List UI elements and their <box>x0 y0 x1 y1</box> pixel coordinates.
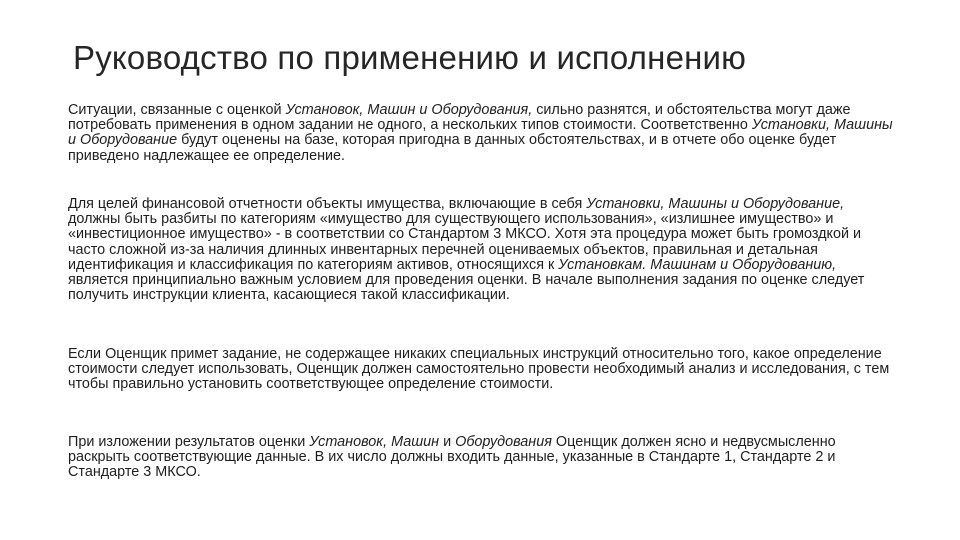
paragraph-2-italic-2: Установкам. Машинам и Оборудованию, <box>558 256 837 273</box>
paragraph-1-text-3: будут оценены на базе, которая пригодна в данных обстоятельствах, и в отчете обо оценке будет приведено надлежащее ее определение. <box>68 132 837 164</box>
paragraph-4-text-3: Оценщик должен ясно и недвусмысленно раскрыть соответствующие данные. В их число должны входить данные, указанные в Стандарте 1, Стандарте 2 и Стандарте 3 МКСО. <box>68 434 836 481</box>
slide-title: Руководство по применению и исполнению <box>73 39 747 76</box>
paragraph-2-text-1: Для целей финансовой отчетности объекты имущества, включающие в себя <box>68 196 587 212</box>
paragraph-4-italic-2: Оборудования <box>455 434 552 450</box>
paragraph-3 <box>68 347 898 393</box>
paragraph-4-text-2: и <box>439 434 456 450</box>
paragraph-2-italic-1: Установки, Машины и Оборудование, <box>586 196 845 212</box>
paragraph-2 <box>68 197 898 303</box>
paragraph-1-italic-1: Установок, Машин и Оборудования, <box>285 102 533 118</box>
paragraph-1-text-2: сильно разнятся, и обстоятельства могут даже потребовать применения в одном задании не одного, а нескольких типов стоимости. Соответственно <box>68 102 851 134</box>
paragraph-3-text-1: Если Оценщик примет задание, не содержащее никаких специальных инструкций относительно того, какое определение стоимости следует использовать, Оценщик должен самостоятельно провести необходимый анализ и исследования, с тем чтобы правильно установить соответствующее определение стоимости. <box>68 346 890 393</box>
paragraph-2-text-3: является принципиально важным условием для проведения оценки. В начале выполнения задания по оценке следует получить инструкции клиента, касающиеся такой классификации. <box>68 272 865 304</box>
paragraph-4-text-1: При изложении результатов оценки <box>68 434 310 450</box>
paragraph-4 <box>68 435 898 481</box>
paragraph-1 <box>68 103 898 164</box>
paragraph-1-italic-2: Установки, Машины и Оборудование <box>68 117 893 149</box>
paragraph-2-text-2: должны быть разбиты по категориям «имущество для существующего использования», «излишнее имущество» и «инвестиционное имущество» - в соответствии со Стандартом 3 МКСО. Хотя эта процедура может быть громоздкой и часто сложной из-за наличия длинных инвентарных перечней оцениваемых объектов, правильная и детальная идентификация и классификация по категориям активов, относящихся к <box>68 211 862 273</box>
paragraph-1-text-1: Ситуации, связанные с оценкой <box>68 102 286 118</box>
paragraph-4-italic-1: Установок, Машин <box>309 434 440 450</box>
